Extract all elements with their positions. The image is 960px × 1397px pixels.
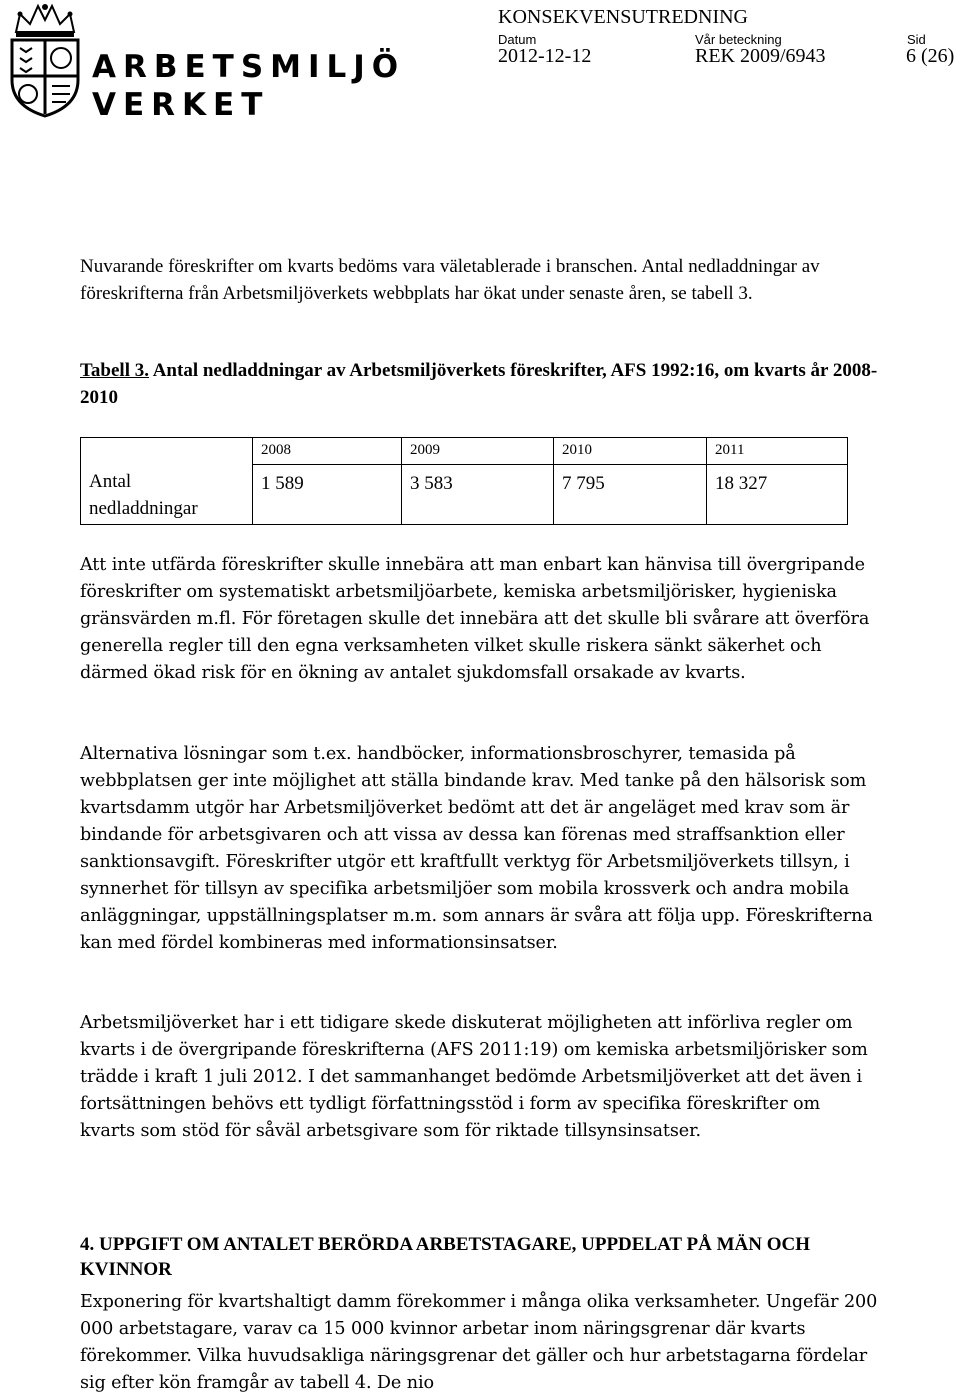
section-4-paragraph: Exponering för kvartshaltigt damm förekommer i många olika verksamheter. Ungefär 200 000 arbetstagare, varav ca 15 000 kvinnor arbetar inom näringsgrenar där kvarts förekommer. Vilka huvudsakliga näringsgrenar det gäller och hur arbetstagarna fördelar sig efter kön framgår av tabell 4. De nio	[80, 1292, 878, 1393]
page-label: Sid	[907, 32, 926, 47]
document-date: 2012-12-12	[498, 45, 592, 67]
reference-label: Vår beteckning	[695, 32, 782, 47]
table3-year: 2008	[261, 442, 291, 458]
paragraph-2: Alternativa lösningar som t.ex. handböcker, informationsbroschyrer, temasida på webbplatsen ger inte möjlighet att ställa bindande krav. Med tanke på den hälsorisk som kvartsdamm utgör har Arbetsmiljöverket bedömt att det är angeläget med krav som är bindande för arbetsgivaren och att vissa av dessa kan förenas med straffsanktion eller sanktionsavgift. Föreskrifter utgör ett kraftfullt verktyg för Arbetsmiljöverkets tillsyn, i synnerhet för tillsyn av specifika arbetsmiljöer som mobila krossverk och andra mobila anläggningar, uppställningsplatser m.m. som annars är svåra att följa upp. Föreskrifterna kan med fördel kombineras med informationsinsatser.	[80, 744, 873, 953]
arbetsmiljoverket-logo	[6, 2, 406, 123]
logo-text-line1: ARBETSMILJÖ	[92, 49, 406, 85]
table3	[80, 437, 848, 525]
table3-row-header	[81, 438, 253, 525]
logo-text-line2: VERKET	[92, 87, 270, 123]
table3-value: 18 327	[715, 473, 768, 494]
date-label: Datum	[498, 32, 537, 47]
document-type: KONSEKVENSUTREDNING	[498, 6, 748, 28]
table3-year: 2011	[715, 442, 745, 458]
table3-cell	[707, 438, 848, 525]
table3-year: 2010	[562, 442, 592, 458]
table3-year: 2009	[410, 442, 440, 458]
table3-cell	[554, 438, 707, 525]
paragraph-3: Arbetsmiljöverket har i ett tidigare skede diskuterat möjligheten att införliva regler om kvarts i de övergripande föreskrifterna (AFS 2011:19) om kemiska arbetsmiljörisker som trädde i kraft 1 juli 2012. I det sammanhanget bedömde Arbetsmiljöverket att det även i fortsättningen behövs ett tydligt författningsstöd i form av specifika föreskrifter om kvarts som stöd för såväl arbetsgivare som för riktade tillsynsinsatser.	[80, 1013, 868, 1141]
table3-value: 7 795	[562, 473, 605, 494]
table3-caption-label: Tabell 3.	[80, 360, 149, 381]
table3-cell	[253, 438, 402, 525]
reference-number: REK 2009/6943	[695, 45, 826, 67]
table3-caption	[80, 357, 880, 411]
table3-value: 1 589	[261, 473, 304, 494]
section-4-heading: 4. UPPGIFT OM ANTALET BERÖRDA ARBETSTAGARE, UPPDELAT PÅ MÄN OCH KVINNOR	[80, 1234, 810, 1280]
table3-row-header-text: Antal nedladdningar	[89, 471, 198, 519]
page-number: 6 (26)	[906, 45, 955, 67]
table3-caption-text: Antal nedladdningar av Arbetsmiljöverkets föreskrifter, AFS 1992:16, om kvarts år 2008-2010	[80, 360, 878, 408]
crown-shield-crest-icon	[6, 2, 84, 118]
table3-value: 3 583	[410, 473, 453, 494]
table3-cell	[402, 438, 554, 525]
paragraph-1: Att inte utfärda föreskrifter skulle innebära att man enbart kan hänvisa till övergripande föreskrifter om systematiskt arbetsmiljöarbete, kemiska arbetsmiljörisker, hygieniska gränsvärden m.fl. För företagen skulle det innebära att det skulle bli svårare att överföra generella regler till den egna verksamheten vilket skulle riskera sänkt säkerhet och därmed ökad risk för en ökning av antalet sjukdomsfall orsakade av kvarts.	[80, 555, 870, 683]
intro-paragraph: Nuvarande föreskrifter om kvarts bedöms vara väletablerade i branschen. Antal nedladdningar av föreskrifterna från Arbetsmiljöverkets webbplats har ökat under senaste åren, se tabell 3.	[80, 256, 820, 304]
